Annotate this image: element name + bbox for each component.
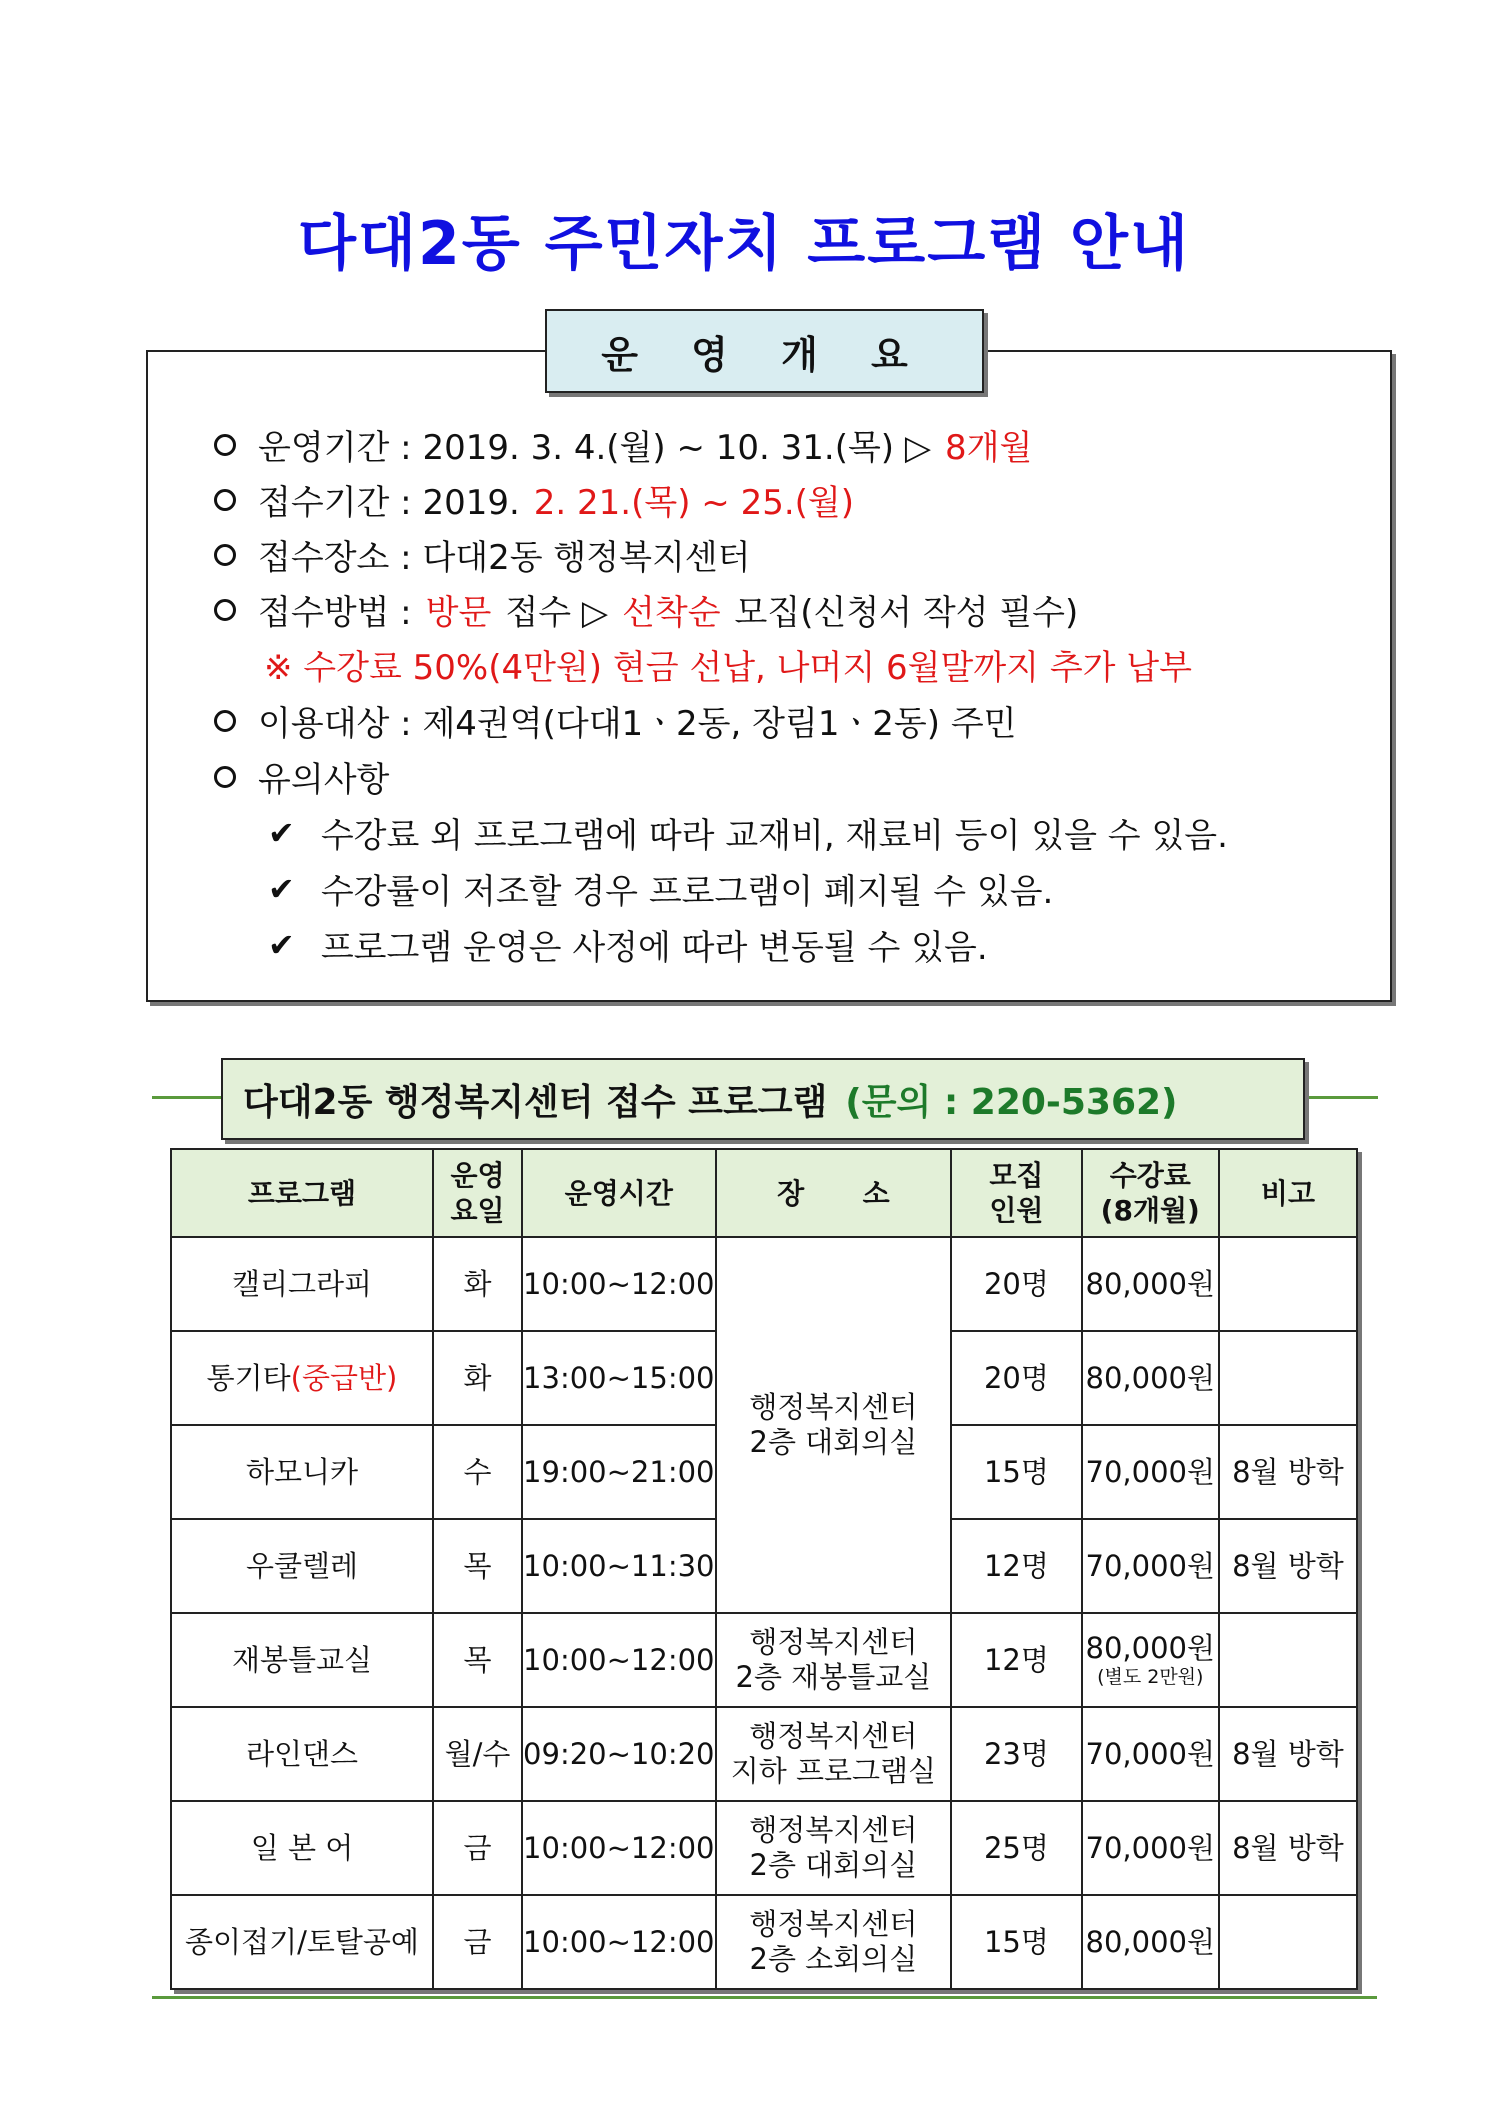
header-time: 운영시간 [522,1149,715,1237]
bullet-circle-icon [214,766,236,788]
table-header-row [171,1149,1357,1237]
bullet-circle-icon [214,434,236,456]
program-fee: 70,000원 [1082,1425,1219,1519]
program-name: 우쿨렐레 [171,1519,433,1613]
header-program: 프로그램 [171,1149,433,1237]
check-icon: ✔ [268,869,295,908]
table-row [171,1801,1357,1895]
header-place: 장 소 [716,1149,952,1237]
overview-heading: 운 영 개 요 [545,309,984,393]
program-note [1219,1895,1357,1989]
overview-target: 이용대상 : 제4권역(다대1ㆍ2동, 장림1ㆍ2동) 주민 [214,696,1017,745]
contact-info: (문의 : 220-5362) [845,1081,1178,1123]
program-people: 12명 [951,1613,1081,1707]
bullet-circle-icon [214,544,236,566]
program-time: 10:00~11:30 [522,1519,715,1613]
check-icon: ✔ [268,925,295,964]
program-note [1219,1237,1357,1331]
program-note: 8월 방학 [1219,1707,1357,1801]
table-row [171,1707,1357,1801]
program-name: 캘리그라피 [171,1237,433,1331]
program-fee: 70,000원 [1082,1801,1219,1895]
program-day: 금 [433,1895,522,1989]
bottom-rule [152,1996,1377,1999]
table-row [171,1237,1357,1331]
program-day: 목 [433,1613,522,1707]
program-fee: 80,000원 [1082,1237,1219,1331]
bullet-circle-icon [214,599,236,621]
program-people: 25명 [951,1801,1081,1895]
program-time: 19:00~21:00 [522,1425,715,1519]
notes-item: ✔ 프로그램 운영은 사정에 따라 변동될 수 있음. [268,925,988,968]
program-day: 목 [433,1519,522,1613]
program-place: 행정복지센터 2층 대회의실 [716,1237,952,1613]
program-fee: 80,000원 [1082,1895,1219,1989]
bullet-circle-icon [214,710,236,732]
overview-notes-label: 유의사항 [214,752,389,801]
section-rule-right [1300,1096,1378,1099]
program-name: 통기타(중급반) [171,1331,433,1425]
header-people: 모집 인원 [951,1149,1081,1237]
program-people: 15명 [951,1895,1081,1989]
program-day: 월/수 [433,1707,522,1801]
program-time: 10:00~12:00 [522,1613,715,1707]
program-place: 행정복지센터 지하 프로그램실 [716,1707,952,1801]
program-people: 20명 [951,1237,1081,1331]
program-name: 하모니카 [171,1425,433,1519]
program-time: 10:00~12:00 [522,1801,715,1895]
program-time: 10:00~12:00 [522,1895,715,1989]
check-icon: ✔ [268,813,295,852]
program-day: 수 [433,1425,522,1519]
program-note: 8월 방학 [1219,1425,1357,1519]
program-time: 09:20~10:20 [522,1707,715,1801]
section-rule-left [152,1096,227,1099]
header-day: 운영 요일 [433,1149,522,1237]
program-note: 8월 방학 [1219,1519,1357,1613]
fee-note: ※ 수강료 50%(4만원) 현금 선납, 나머지 6월말까지 추가 납부 [264,648,1192,688]
program-note [1219,1331,1357,1425]
program-day: 금 [433,1801,522,1895]
program-people: 20명 [951,1331,1081,1425]
fee-extra: (별도 2만원) [1097,1666,1204,1688]
programs-section-heading: 다대2동 행정복지센터 접수 프로그램 (문의 : 220-5362) [221,1058,1305,1140]
program-people: 12명 [951,1519,1081,1613]
program-fee: 80,000원 [1082,1331,1219,1425]
overview-period: 운영기간 : 2019. 3. 4.(월) ~ 10. 31.(목) ▷ 8개월 [214,420,1032,469]
program-note [1219,1613,1357,1707]
program-name: 종이접기/토탈공예 [171,1895,433,1989]
table-row [171,1895,1357,1989]
program-day: 화 [433,1331,522,1425]
page-title: 다대2동 주민자치 프로그램 안내 [298,209,1190,279]
program-name: 라인댄스 [171,1707,433,1801]
bullet-circle-icon [214,489,236,511]
program-name: 재봉틀교실 [171,1613,433,1707]
program-name: 일 본 어 [171,1801,433,1895]
header-fee: 수강료 (8개월) [1082,1149,1219,1237]
table-row [171,1613,1357,1707]
program-people: 15명 [951,1425,1081,1519]
program-time: 13:00~15:00 [522,1331,715,1425]
program-place: 행정복지센터 2층 소회의실 [716,1895,952,1989]
overview-place: 접수장소 : 다대2동 행정복지센터 [214,530,750,579]
program-place: 행정복지센터 2층 재봉틀교실 [716,1613,952,1707]
program-fee: 70,000원 [1082,1707,1219,1801]
notes-item: ✔ 수강료 외 프로그램에 따라 교재비, 재료비 등이 있을 수 있음. [268,813,1228,856]
program-time: 10:00~12:00 [522,1237,715,1331]
notes-item: ✔ 수강률이 저조할 경우 프로그램이 폐지될 수 있음. [268,869,1054,912]
program-note: 8월 방학 [1219,1801,1357,1895]
overview-reception: 접수기간 : 2019. 2. 21.(목) ~ 25.(월) [214,475,854,524]
program-table [170,1148,1358,1990]
overview-method: 접수방법 : 방문 접수 ▷ 선착순 모집(신청서 작성 필수) [214,585,1078,634]
program-day: 화 [433,1237,522,1331]
program-place: 행정복지센터 2층 대회의실 [716,1801,952,1895]
header-note: 비고 [1219,1149,1357,1237]
program-people: 23명 [951,1707,1081,1801]
program-fee: 80,000원 (별도 2만원) [1082,1613,1219,1707]
program-fee: 70,000원 [1082,1519,1219,1613]
